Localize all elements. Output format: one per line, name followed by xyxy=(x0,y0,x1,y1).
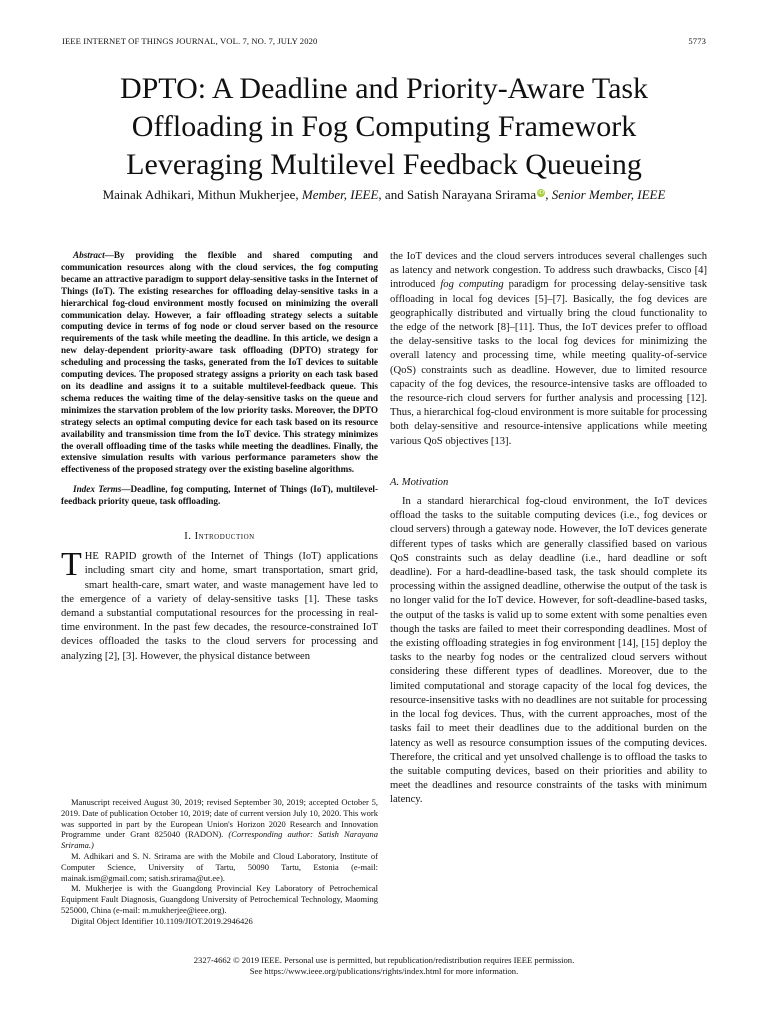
title-line-3: Leveraging Multilevel Feedback Queueing xyxy=(126,148,642,181)
author-role-senior-member: Senior Member, IEEE xyxy=(551,187,666,202)
authors-part-1: Mainak Adhikari, Mithun Mukherjee, xyxy=(102,187,302,202)
index-terms-text: —Deadline, fog computing, Internet of Things (IoT), multilevel-feedback priority queue, task offloading. xyxy=(61,484,379,507)
title-line-1: DPTO: A Deadline and Priority-Aware Task xyxy=(119,72,649,105)
footnote-corresponding-author: (Corresponding author: Satish Narayana Srirama.) xyxy=(61,829,378,851)
right-column xyxy=(390,250,707,808)
journal-name: IEEE INTERNET OF THINGS JOURNAL, VOL. 7, NO. 7, JULY 2020 xyxy=(62,36,318,46)
intro-paragraph-text: growth of the Internet of Things (IoT) applications including smart city and home, smart transportation, smart grid, smart health-care, smart water, and waste management have led to the emergence of a variety of delay-sensitive tasks [1]. These tasks demand a substantial computational resources for the processing in real-time environment. In the past few decades, the resource-constrained IoT devices offloaded the tasks to the cloud servers for processing and analyzing [2], [3]. However, the physical distance between xyxy=(61,551,378,662)
right-paragraph-1 xyxy=(390,250,707,449)
left-column xyxy=(61,250,378,664)
authors-part-3: , xyxy=(545,187,552,202)
index-terms xyxy=(61,484,378,508)
section-title: Introduction xyxy=(194,531,255,543)
copyright-notice xyxy=(40,955,728,977)
intro-paragraph xyxy=(61,546,378,664)
drop-cap: T xyxy=(61,546,82,584)
footnote-affiliation-1: M. Adhikari and S. N. Srirama are with the Mobile and Cloud Laboratory, Institute of Computer Science, University of Tartu, 50090 Tartu, Estonia (e-mail: mainak.ism@gmail.com; satish.srirama@ut.ee). xyxy=(61,850,378,883)
index-terms-label: Index Terms xyxy=(73,484,122,495)
right-paragraph-1-a: the IoT devices and the cloud servers introduces several challenges such as latency and network congestion. To address such drawbacks, Cisco [4] introduced xyxy=(390,251,707,291)
abstract-text: —By providing the flexible and shared computing and communication resources along with the cloud services, the fog computing became an attractive paradigm to support delay-sensitive tasks in the Internet of Things (IoT). The existing researches for offloading delay-sensitive tasks in a hierarchical fog-cloud environment mostly focused on minimizing the overall communication delay. However, a fair offloading strategy selects a suitable computing device in terms of fog node or cloud server based on the resource requirements of the task while meeting the deadline. In this article, we design a new delay-dependent priority-aware task offloading (DPTO) strategy for scheduling and processing the tasks, generated from the IoT devices to suitable computing devices. The proposed strategy assigns a priority on each task based on its deadline and assigns it to a suitable multilevel-feedback queue. This schema reduces the waiting time of the delay-sensitive tasks on the queue and minimizes the starvation problem of the low priority tasks. Moreover, the DPTO strategy selects an optimal computing device for each task based on its resource availability and transmission time from the IoT device. This strategy minimizes the overall offloading time of the tasks while meeting the deadlines. Finally, the extensive simulation results with various performance parameters show the effectiveness of the proposed strategy over the existing baseline algorithms. xyxy=(61,250,378,475)
author-list xyxy=(40,186,728,204)
authors-part-2: , and Satish Narayana Srirama xyxy=(378,187,537,202)
orcid-icon[interactable]: iD xyxy=(538,189,545,196)
page-number: 5773 xyxy=(688,36,706,46)
running-header xyxy=(62,36,706,46)
fog-computing-term: fog computing xyxy=(440,279,504,291)
section-heading-introduction xyxy=(61,530,378,544)
subsection-heading-motivation: A. Motivation xyxy=(390,476,449,488)
author-role-member: Member, IEEE xyxy=(301,187,379,202)
abstract-label: Abstract xyxy=(73,250,105,260)
title-line-2: Offloading in Fog Computing Framework xyxy=(131,110,637,143)
footnote-doi: Digital Object Identifier 10.1109/JIOT.2019.2946426 xyxy=(71,915,253,926)
footnote-affiliation-2: M. Mukherjee is with the Guangdong Provincial Key Laboratory of Petrochemical Equipment Fault Diagnosis, Guangdong University of Petrochemical Technology, Maoming 525000, China (e-mail: m.mukherjee@ieee.org). xyxy=(61,883,378,915)
first-page-footnote xyxy=(61,797,378,927)
intro-lead-words: HE RAPID xyxy=(84,551,137,563)
abstract xyxy=(61,250,378,476)
right-paragraph-1-b: paradigm for processing delay-sensitive task offloading in local fog devices [5]–[7]. Basically, the fog devices are geographically distributed and virtually bring the cloud functionality to the edge of the network [8]–[11]. Thus, the IoT devices prefer to offload the delay-sensitive tasks to the local fog devices for minimizing the overall latency and processing time, while meeting quality-of-service (QoS) constraints such as deadline. However, due to limited resource capacity of the fog devices, the resource-intensive tasks are offloaded to the resource-rich cloud servers for further analysis and processing [12]. Thus, a hierarchical fog-cloud environment is more suitable for processing both delay-sensitive and resource-intensive applications while meeting various QoS objectives [13]. xyxy=(390,279,708,447)
paper-title xyxy=(40,70,728,184)
copyright-line-2: See https://www.ieee.org/publications/rights/index.html for more information. xyxy=(249,966,519,976)
footnote-manuscript-text: Manuscript received August 30, 2019; revised September 30, 2019; accepted October 5, 2019. Date of publication October 10, 2019; date of current version July 10, 2020. This work was supported in part by the European Union's Horizon 2020 Research and Innovation Programme under Grant 825040 (RADON). xyxy=(61,797,378,840)
copyright-line-1: 2327-4662 © 2019 IEEE. Personal use is permitted, but republication/redistribution requires IEEE permission. xyxy=(193,955,575,965)
section-numeral: I. xyxy=(184,531,195,543)
footnote-manuscript xyxy=(61,797,378,851)
motivation-paragraph: In a standard hierarchical fog-cloud environment, the IoT devices offload the tasks to the suitable computing devices (i.e., fog devices or cloud servers) through a gateway node. However, the IoT devices generate different types of tasks which are generally classified based on various QoS constraints such as delay deadline (i.e., hard deadline or soft deadline). For a hard-deadline-based task, the task should complete its processing within the assigned deadline, otherwise the output of the task is no longer valid for the IoT device. However, for soft-deadline-based tasks, the output of the tasks is valid up to some extent with some penalties even though the tasks are failed to meet their corresponding deadlines. Most of the existing offloading strategies in fog environment [14], [15] deploy the tasks to the nearby fog nodes or the centralized cloud servers without considering these different types of deadlines. Moreover, due to the limited computational and storage capacity of the local fog devices, the resource-insensitive tasks with no deadlines are not suitable for processing in the local fog devices. Thus, with the current approaches, most of the tasks fail to meet their deadlines due to the additional burden on the latency as well as resource consumption issues of the computing devices. Therefore, the critical and yet unsolved challenge is to offload the tasks to the suitable computing devices, based on their priorities and ability to meet the deadlines and resource constraints of the tasks with minimum latency. xyxy=(390,496,707,806)
